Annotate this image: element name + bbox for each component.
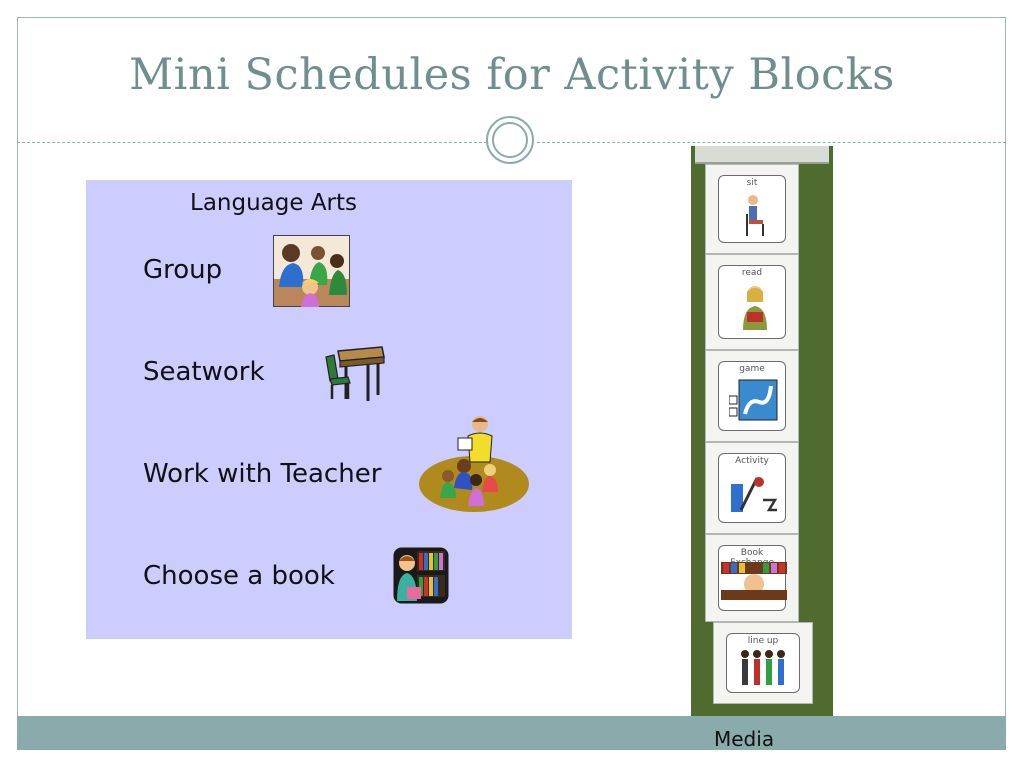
card-label-activity: Activity bbox=[735, 456, 769, 466]
divider-ornament bbox=[486, 116, 534, 164]
title-divider-right bbox=[537, 142, 1006, 143]
photo-card-book-exchange bbox=[705, 534, 799, 622]
activity-label-choose-a-book: Choose a book bbox=[143, 561, 335, 591]
title-divider-left bbox=[17, 142, 487, 143]
child-at-bookshelf-icon bbox=[393, 547, 449, 604]
card-label-line-up: line up bbox=[747, 636, 779, 646]
photo-card-sit bbox=[705, 164, 799, 254]
activity-label-group: Group bbox=[143, 255, 223, 285]
sit-icon bbox=[739, 194, 769, 236]
slide-title: Mini Schedules for Activity Blocks bbox=[129, 50, 895, 100]
card-label-game: game bbox=[739, 364, 765, 374]
photo-card-line-up bbox=[713, 622, 813, 704]
card-label-sit: sit bbox=[746, 178, 758, 188]
photo-card-activity bbox=[705, 442, 799, 534]
schedule-heading: Language Arts bbox=[190, 190, 358, 216]
school-desk-icon bbox=[324, 345, 386, 402]
game-icon bbox=[729, 378, 779, 422]
group-of-children-icon bbox=[273, 235, 350, 307]
schedule-photo bbox=[691, 146, 833, 716]
read-icon bbox=[737, 284, 773, 332]
activity-label-work-with-teacher: Work with Teacher bbox=[143, 459, 382, 489]
media-caption: Media bbox=[714, 727, 775, 751]
photo-card-game bbox=[705, 350, 799, 442]
card-label-read: read bbox=[741, 268, 763, 278]
card-label-book-exchange: Book bbox=[740, 548, 764, 558]
activity-label-seatwork: Seatwork bbox=[143, 357, 265, 387]
line-up-icon bbox=[739, 648, 789, 688]
teacher-reading-to-students-icon bbox=[418, 414, 530, 514]
photo-card-read bbox=[705, 254, 799, 350]
book-exchange-icon bbox=[721, 560, 787, 602]
footer-bar bbox=[17, 716, 1006, 750]
activity-icon bbox=[729, 470, 779, 514]
